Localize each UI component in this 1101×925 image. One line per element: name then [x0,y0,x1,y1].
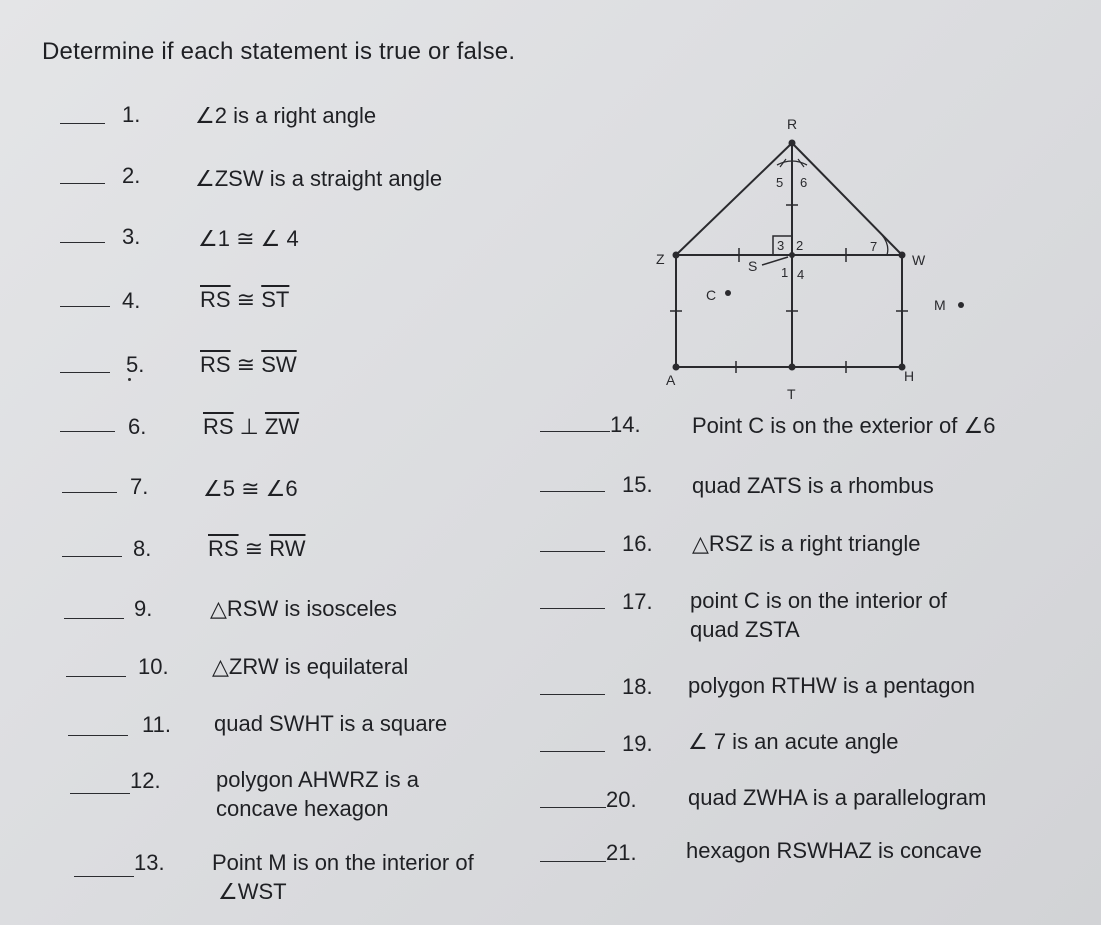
statement-1: ∠2 is a right angle [195,103,377,128]
answer-blank-16[interactable] [540,551,605,552]
segment-rw [792,143,902,255]
answer-blank-10[interactable] [66,676,126,677]
statement-3: ∠1 ≅ ∠ 4 [198,226,299,251]
answer-blank-7[interactable] [62,492,117,493]
answer-blank-18[interactable] [540,694,605,695]
statement-5 [200,350,297,379]
segment-rs: $\overline{RS}$ [200,352,231,377]
label-w: W [912,252,926,268]
label-t: T [787,386,796,402]
statement-19: ∠ 7 is an acute angle [688,729,899,754]
item-number-10: 10. [138,654,169,679]
item-number-2: 2. [122,163,141,188]
label-a: A [666,372,676,388]
answer-blank-4[interactable] [60,306,110,307]
relation-symbol: ≅ [230,287,262,312]
item-number-9: 9. [134,596,153,621]
relation-symbol: ⊥ [233,414,265,439]
point-w [899,252,906,259]
answer-blank-14[interactable] [540,431,610,432]
statement-6 [203,412,299,441]
answer-blank-17[interactable] [540,608,605,609]
label-r: R [787,116,798,132]
answer-blank-9[interactable] [64,618,124,619]
segment-rw: $\overline{RW}$ [269,536,306,561]
statement-17-line-2: quad ZSTA [690,617,800,642]
point-s [789,252,795,258]
answer-blank-8[interactable] [62,556,122,557]
answer-blank-5[interactable] [60,372,110,373]
item-number-20: 20. [606,787,637,812]
statement-12-line-2: concave hexagon [216,796,389,821]
statement-13-line-2: ∠WST [218,879,287,904]
item-number-21: 21. [606,840,637,865]
item-number-7: 7. [130,474,149,499]
stray-dot [128,378,131,381]
label-h: H [904,368,915,384]
statement-13 [212,848,474,906]
item-number-19: 19. [622,731,653,756]
answer-blank-12[interactable] [70,793,130,794]
s-pointer [762,257,788,265]
statement-17-line-1: point C is on the interior of [690,588,947,613]
answer-blank-13[interactable] [74,876,134,877]
label-s: S [748,258,758,274]
statement-9: △RSW is isosceles [210,596,397,621]
segment-st: $\overline{ST}$ [261,287,290,312]
statement-15: quad ZATS is a rhombus [692,473,934,498]
statement-4 [200,285,289,314]
item-number-12: 12. [130,768,161,793]
statement-12 [216,765,419,823]
statement-21: hexagon RSWHAZ is concave [686,838,982,863]
statement-20: quad ZWHA is a parallelogram [688,785,987,810]
item-number-16: 16. [622,531,653,556]
label-c: C [706,287,717,303]
statement-16: △RSZ is a right triangle [692,531,921,556]
segment-rs: $\overline{RS}$ [203,414,234,439]
angle-label-5: 5 [776,175,784,190]
item-number-17: 17. [622,589,653,614]
point-a [673,364,680,371]
segment-rs: $\overline{RS}$ [208,536,239,561]
relation-symbol: ≅ [238,536,270,561]
answer-blank-2[interactable] [60,183,105,184]
point-z [673,252,680,259]
statement-12-line-1: polygon AHWRZ is a [216,767,419,792]
point-t [789,364,796,371]
item-number-3: 3. [122,224,141,249]
statement-10: △ZRW is equilateral [212,654,409,679]
item-number-15: 15. [622,472,653,497]
segment-sw: $\overline{SW}$ [261,352,297,377]
item-number-4: 4. [122,288,141,313]
angle-label-4: 4 [797,267,805,282]
item-number-13: 13. [134,850,165,875]
statement-8 [208,534,306,563]
segment-zw: $\overline{ZW}$ [264,414,300,439]
angle-label-7: 7 [870,239,878,254]
answer-blank-11[interactable] [68,735,128,736]
item-number-8: 8. [133,536,152,561]
statement-14: Point C is on the exterior of ∠6 [692,413,996,438]
point-m [958,302,964,308]
item-number-11: 11. [142,712,171,737]
label-m: M [934,297,946,313]
item-number-18: 18. [622,674,653,699]
answer-blank-20[interactable] [540,807,606,808]
answer-blank-21[interactable] [540,861,606,862]
label-z: Z [656,251,665,267]
segment-zr [676,143,792,255]
answer-blank-6[interactable] [60,431,115,432]
angle-label-1: 1 [781,265,789,280]
item-number-1: 1. [122,102,141,127]
geometry-diagram [640,105,980,405]
item-number-6: 6. [128,414,147,439]
statement-18: polygon RTHW is a pentagon [688,673,975,698]
statement-13-line-1: Point M is on the interior of [212,850,474,875]
statement-7: ∠5 ≅ ∠6 [203,476,298,501]
answer-blank-1[interactable] [60,123,105,124]
item-number-5: 5. [126,352,145,377]
answer-blank-15[interactable] [540,491,605,492]
segment-rs: $\overline{RS}$ [200,287,231,312]
relation-symbol: ≅ [230,352,262,377]
point-r [789,140,796,147]
angle-label-6: 6 [800,175,808,190]
angle-label-2: 2 [796,238,804,253]
statement-17 [690,586,947,644]
statement-11: quad SWHT is a square [214,711,448,736]
statement-2: ∠ZSW is a straight angle [195,166,443,191]
answer-blank-3[interactable] [60,242,105,243]
angle-label-3: 3 [777,238,785,253]
point-c [725,290,731,296]
answer-blank-19[interactable] [540,751,605,752]
item-number-14: 14. [610,412,641,437]
worksheet-title: Determine if each statement is true or false. [42,38,516,65]
